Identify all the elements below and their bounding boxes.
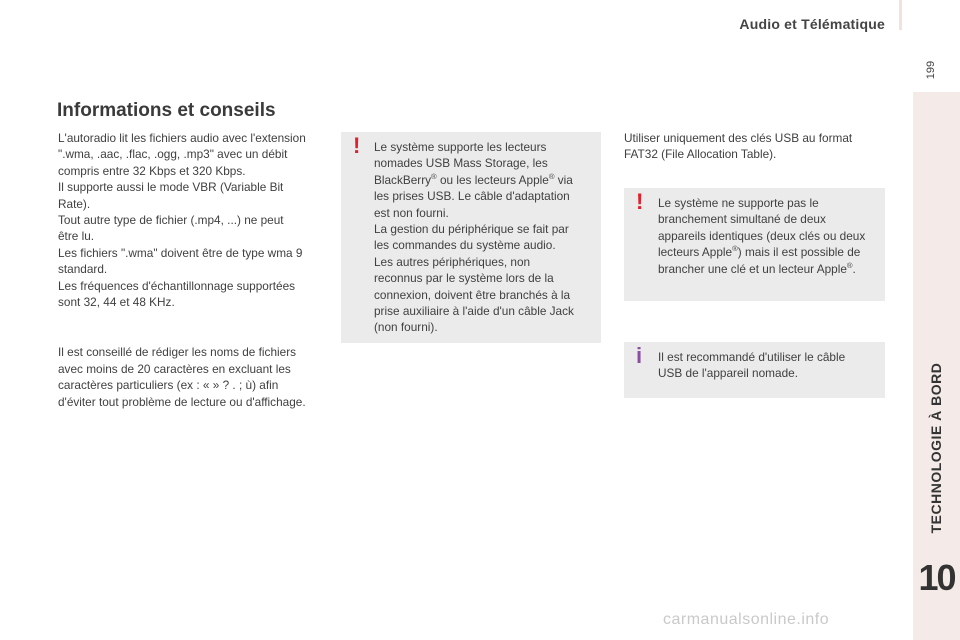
- warning-icon: !: [636, 189, 644, 214]
- text-line: Les fichiers ".wma" doivent être de type wma 9: [58, 245, 303, 260]
- column-3: [624, 130, 886, 163]
- registered-mark: ®: [431, 171, 437, 181]
- registered-mark: ®: [548, 171, 555, 181]
- text-line: standard.: [58, 262, 108, 277]
- text-line: appareils identiques (deux clés ou deux: [658, 228, 866, 243]
- chapter-title-text: TECHNOLOGIE À BORD: [928, 362, 944, 534]
- text-line: d'éviter tout problème de lecture ou d'affichage.: [58, 394, 306, 409]
- text-line: avec moins de 20 caractères en excluant les: [58, 361, 291, 376]
- page-number: 199: [925, 60, 937, 80]
- text-line: Il est conseillé de rédiger les noms de fichiers: [58, 345, 297, 360]
- text-line: brancher une clé et un lecteur Apple: [658, 261, 847, 276]
- text-line: connexion, doivent être branchés à la: [374, 287, 571, 302]
- watermark: carmanualsonline.info: [663, 611, 830, 628]
- info-box-cable: [624, 342, 885, 398]
- registered-mark: ®: [846, 260, 853, 270]
- paragraph-fat32: [624, 130, 886, 163]
- warning-box-text: [374, 139, 592, 336]
- text-line: Utiliser uniquement des clés USB au format: [624, 131, 853, 145]
- column-1: [58, 130, 324, 410]
- text-line: est non fourni.: [374, 205, 449, 220]
- text-line: La gestion du périphérique se fait par: [374, 222, 569, 237]
- paragraph-file-names: [58, 344, 324, 410]
- text-line: être lu.: [58, 229, 95, 244]
- warning-box-simultaneous: [624, 188, 885, 301]
- text-line: Il supporte aussi le mode VBR (Variable Bit: [58, 180, 284, 195]
- paragraph-audio-formats: [58, 130, 324, 310]
- text-line: Le système ne supporte pas le: [658, 196, 819, 210]
- text-line: Il est recommandé d'utiliser le câble: [658, 350, 846, 364]
- text-line: Tout autre type de fichier (.mp4, ...) ne peut: [58, 213, 284, 228]
- chapter-number: 10: [918, 557, 955, 598]
- text-line: via: [554, 172, 573, 187]
- text-line: caractères particuliers (ex : « » ? . ; ù) afin: [58, 378, 279, 393]
- text-line: les prises USB. Le câble d'adaptation: [374, 189, 570, 204]
- text-line: les commandes du système audio.: [374, 238, 556, 253]
- text-line: Les fréquences d'échantillonnage supportées: [58, 278, 296, 293]
- text-line: Le système supporte les lecteurs: [374, 140, 547, 154]
- text-line: BlackBerry: [374, 172, 432, 187]
- text-line: ou les lecteurs Apple: [436, 172, 549, 187]
- text-line: lecteurs Apple: [658, 245, 733, 260]
- text-line: branchement simultané de deux: [658, 212, 826, 227]
- text-line: USB de l'appareil nomade.: [658, 366, 798, 381]
- warning-box-text: [658, 195, 878, 277]
- text-line: nomades USB Mass Storage, les: [374, 156, 548, 171]
- text-line: .: [852, 261, 856, 276]
- text-line: ) mais il est possible de: [737, 245, 861, 260]
- info-box-text: [658, 349, 878, 382]
- registered-mark: ®: [732, 244, 738, 254]
- text-line: ".wma, .aac, .flac, .ogg, .mp3" avec un débit: [58, 147, 288, 162]
- text-line: FAT32 (File Allocation Table).: [624, 147, 777, 162]
- text-line: L'autoradio lit les fichiers audio avec l'extension: [58, 131, 306, 145]
- warning-box-usb-support: [341, 132, 601, 343]
- header-title: Audio et Télématique: [739, 16, 885, 32]
- text-line: Rate).: [58, 196, 91, 211]
- text-line: sont 32, 44 et 48 KHz.: [58, 295, 175, 310]
- header-divider: [899, 0, 902, 30]
- warning-icon: !: [353, 133, 361, 158]
- text-line: (non fourni).: [374, 320, 438, 335]
- text-line: Les autres périphériques, non: [374, 254, 531, 269]
- text-line: prise auxiliaire à l'aide d'un câble Jack: [374, 304, 574, 319]
- section-title: Informations et conseils: [57, 100, 276, 121]
- info-icon: i: [636, 343, 643, 368]
- text-line: compris entre 32 Kbps et 320 Kbps.: [58, 163, 246, 178]
- text-line: reconnus par le système lors de la: [374, 271, 554, 286]
